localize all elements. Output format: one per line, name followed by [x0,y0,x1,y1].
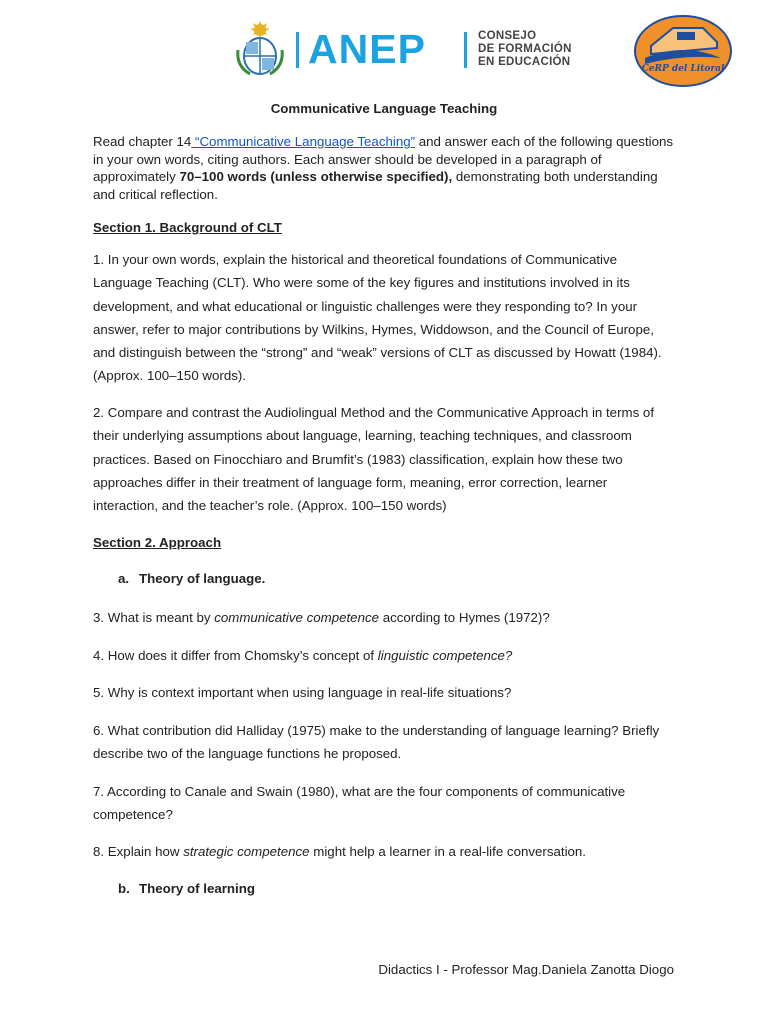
subsection-a [118,571,265,586]
subsection-marker: a. [118,571,130,586]
question-5: 5. Why is context important when using language in real-life situations? [93,685,512,700]
logo-divider [464,32,467,68]
intro-text: demonstrating both understanding and critical reflection. [93,169,658,202]
question-8: 8. Explain how strategic competence might help a learner in a real-life conversation. [93,844,587,859]
question-7: 7. According to Canale and Swain (1980), what are the four components of communicative competence? [93,784,626,823]
page-title: Communicative Language Teaching [270,101,498,116]
consejo-logo-text: CONSEJO DE FORMACIÓN EN EDUCACIÓN [478,30,572,68]
uruguay-coat-of-arms-icon [234,20,286,78]
question-3: 3. What is meant by communicative competence according to Hymes (1972)? [93,610,550,625]
question-6: 6. What contribution did Halliday (1975) make to the understanding of language learning? Briefly describe two of the language functions he proposed. [93,723,660,762]
section-1-heading: Section 1. Background of CLT [93,220,282,235]
chapter-link[interactable]: “Communicative Language Teaching” [191,134,416,149]
svg-text:CeRP del Litoral: CeRP del Litoral [641,64,725,74]
subsection-title: Theory of language. [139,571,266,586]
subsection-b [118,881,255,896]
intro-paragraph [93,133,675,203]
anep-logo-text: ANEP [308,26,426,72]
intro-text: and answer each of the following questions in your own words, citing authors. Each answer should be developed in a paragraph of approximately [93,134,674,184]
page-header [0,0,768,100]
subsection-title: Theory of learning [139,881,255,896]
question-2: 2. Compare and contrast the Audiolingual Method and the Communicative Approach in terms of their underlying assumptions about language, learning, teaching techniques, and classroom practices. Based on Finocchiaro and Brumfit’s (1983) classification, explain how these two approaches differ in their treatment of language form, meaning, error correction, learner interaction, and the teacher’s role. (Approx. 100–150 words) [93,405,655,514]
question-4: 4. How does it differ from Chomsky’s concept of linguistic competence? [93,648,513,663]
intro-text: Read chapter 14 [93,134,192,149]
page-footer: Didactics I - Professor Mag.Daniela Zanotta Diogo [378,962,674,977]
question-1: 1. In your own words, explain the historical and theoretical foundations of Communicative Language Teaching (CLT). Who were some of the key figures and institutions involved in its development, and what educational or linguistic challenges were they responding to? In your answer, refer to major contributions by Wilkins, Hymes, Widdowson, and the Council of Europe, and distinguish between the “strong” and “weak” versions of CLT as discussed by Howatt (1984). (Approx. 100–150 words). [93,252,662,384]
subsection-marker: b. [118,881,130,896]
logo-divider [296,32,299,68]
intro-bold-text: 70–100 words (unless otherwise specified), [179,169,453,184]
cerp-logo-icon [633,14,733,88]
section-2-heading: Section 2. Approach [93,535,222,550]
